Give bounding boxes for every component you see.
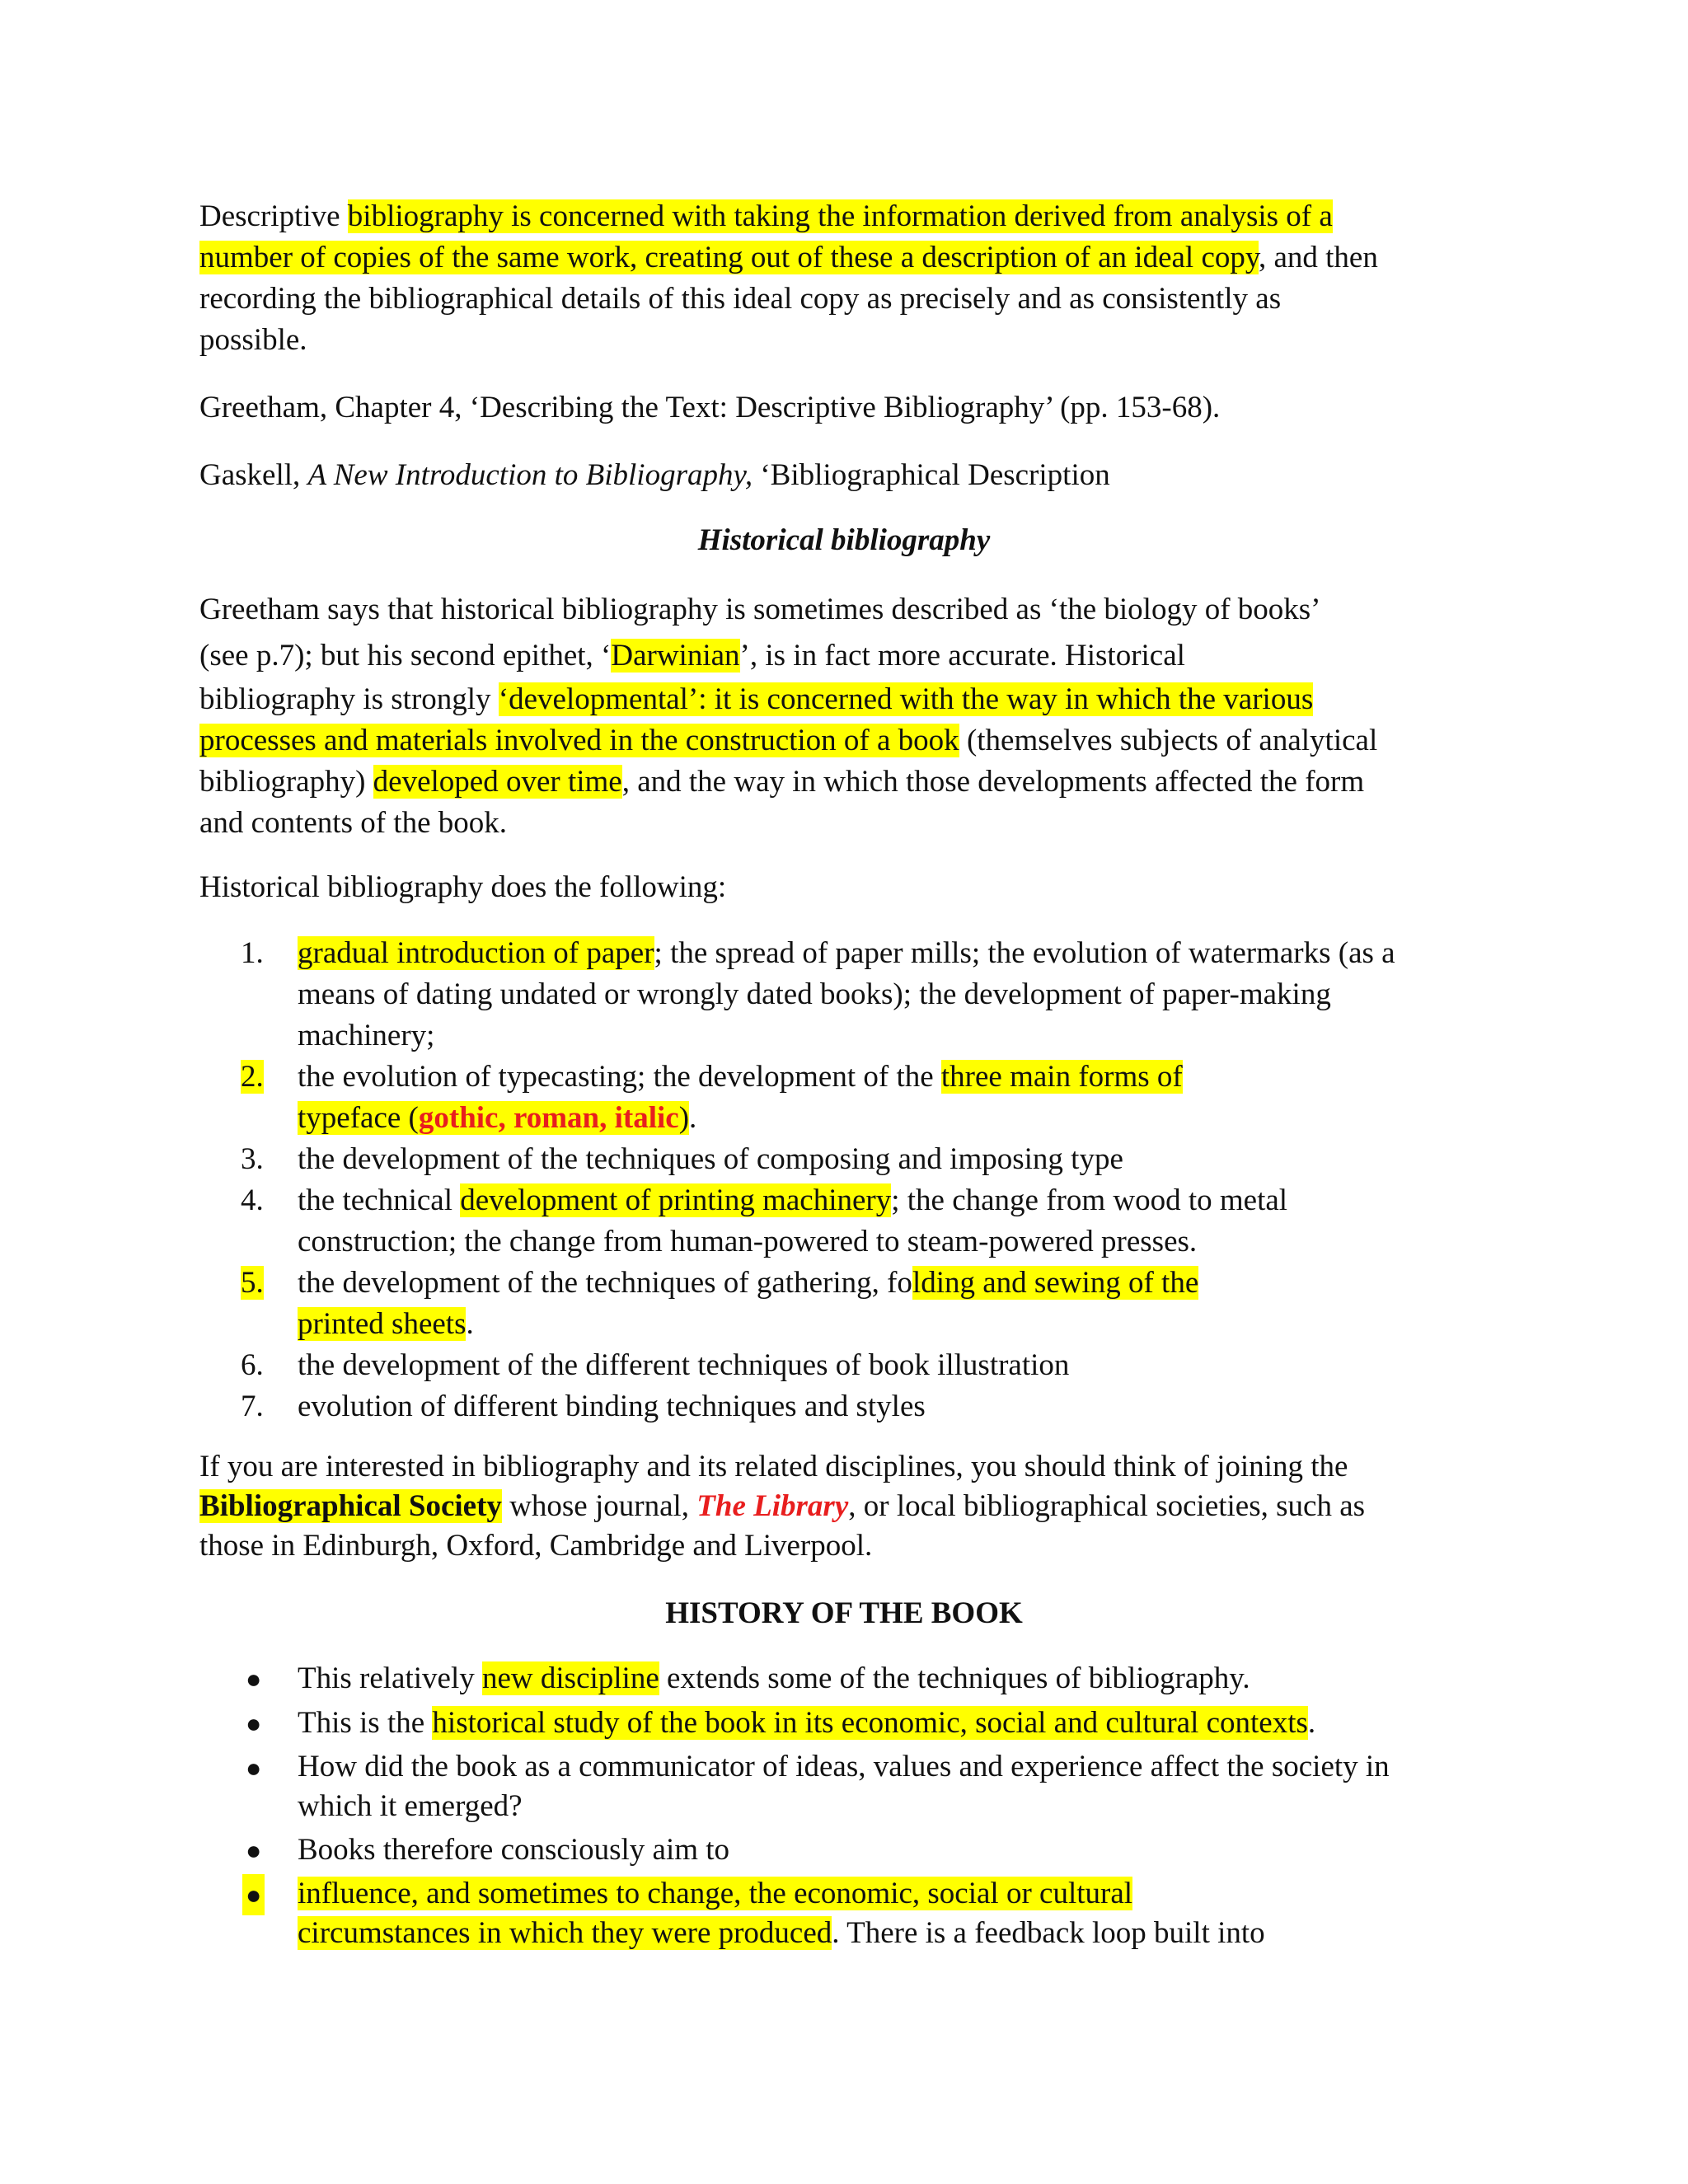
text-line: the development of the techniques of composing and imposing type <box>298 1142 1123 1176</box>
text-line: those in Edinburgh, Oxford, Cambridge and Liverpool. <box>199 1529 873 1563</box>
list-number: 1. <box>241 936 264 970</box>
text-run: . <box>689 1101 697 1135</box>
descriptive-bibliography-paragraph <box>199 196 1485 361</box>
highlighted-text: three main forms of <box>940 1060 1183 1094</box>
highlighted-text: developed over time <box>373 765 622 799</box>
text-run: Gaskell, <box>199 458 308 492</box>
text-run: This is the <box>298 1706 433 1740</box>
bullet-icon: ● <box>246 1753 262 1783</box>
text-line: means of dating undated or wrongly dated books); the development of paper-making <box>298 977 1331 1011</box>
reference-gaskell <box>199 455 1485 496</box>
list-item <box>241 1830 1526 1871</box>
highlighted-text: circumstances in which they were produced <box>298 1916 832 1950</box>
book-title: A New Introduction to Bibliography, <box>307 458 753 492</box>
text-line: evolution of different binding techniques and styles <box>298 1390 926 1423</box>
text-run: typeface ( <box>298 1101 419 1135</box>
heading-historical-bibliography: Historical bibliography <box>697 523 991 557</box>
text-line: construction; the change from human-powered to steam-powered presses. <box>298 1225 1198 1258</box>
list-number: 6. <box>241 1348 264 1382</box>
text-run: ; the spread of paper mills; the evolution of watermarks (as a <box>654 936 1395 970</box>
list-item <box>241 1263 1526 1345</box>
journal-title: The Library <box>696 1489 849 1523</box>
text-run: whose journal, <box>501 1489 697 1523</box>
list-item <box>241 1703 1526 1744</box>
society-name: Bibliographical Society <box>199 1489 502 1523</box>
text-run: ’, is in fact more accurate. Historical <box>739 639 1185 673</box>
highlighted-text: Darwinian <box>611 639 740 673</box>
bullet-icon: ● <box>246 1664 262 1694</box>
text-run: bibliography) <box>199 765 373 799</box>
text-run: ) <box>678 1101 690 1135</box>
text-line: which it emerged? <box>298 1789 523 1823</box>
text-run: , or local bibliographical societies, such as <box>848 1489 1366 1523</box>
text-line: If you are interested in bibliography and its related disciplines, you should think of joining the <box>199 1450 1348 1483</box>
highlighted-text: development of printing machinery <box>460 1183 892 1217</box>
historical-bibliography-paragraph <box>199 587 1485 844</box>
bullet-icon: ● <box>242 1874 265 1915</box>
list-number: 2. <box>241 1060 264 1094</box>
list-number: 4. <box>241 1183 264 1217</box>
text-line: Historical bibliography does the following: <box>199 870 727 904</box>
text-line: Greetham, Chapter 4, ‘Describing the Text: Descriptive Bibliography’ (pp. 153‑68). <box>199 391 1221 424</box>
text-line: machinery; <box>298 1019 435 1052</box>
text-run: the development of the techniques of gathering, fo <box>298 1266 912 1300</box>
text-run: ‘Bibliographical Description <box>753 458 1110 492</box>
text-run: (see p.7); but his second epithet, ‘ <box>199 639 612 673</box>
text-run: (themselves subjects of analytical <box>959 724 1378 757</box>
highlighted-text: bibliography is concerned with taking the information derived from analysis of a <box>347 199 1333 233</box>
reference-greetham <box>199 387 1485 429</box>
text-run: , and the way in which those developments affected the form <box>621 765 1365 799</box>
text-line: recording the bibliographical details of this ideal copy as precisely and as consistently as <box>199 282 1282 316</box>
list-item <box>241 1057 1526 1139</box>
typeface-names: gothic, roman, italic <box>418 1101 679 1135</box>
text-run: the technical <box>298 1183 461 1217</box>
highlighted-text: lding and sewing of the <box>912 1266 1199 1300</box>
text-line: possible. <box>199 323 307 357</box>
list-item <box>241 1345 1526 1386</box>
highlighted-text: historical study of the book in its economic, social and cultural contexts <box>432 1706 1308 1740</box>
list-item <box>241 1386 1526 1427</box>
bullet-list <box>241 1658 1526 1953</box>
highlighted-text: processes and materials involved in the construction of a book <box>199 724 959 757</box>
list-item <box>241 933 1526 1057</box>
list-item <box>241 1139 1526 1180</box>
bullet-icon: ● <box>246 1708 262 1738</box>
text-line: How did the book as a communicator of ideas, values and experience affect the society in <box>298 1750 1390 1783</box>
highlighted-text: ‘developmental’: it is concerned with the way in which the various <box>498 682 1314 716</box>
list-item <box>241 1658 1526 1699</box>
list-intro <box>199 867 1485 908</box>
text-run: ; the change from wood to metal <box>891 1183 1288 1217</box>
highlighted-text: new discipline <box>482 1661 659 1695</box>
text-run: the evolution of typecasting; the development of the <box>298 1060 941 1094</box>
list-item <box>241 1874 1526 1953</box>
highlighted-text: printed sheets <box>298 1307 467 1341</box>
text-run: This relatively <box>298 1661 482 1695</box>
text-line: the development of the different techniques of book illustration <box>298 1348 1070 1382</box>
text-run: bibliography is strongly <box>199 682 499 716</box>
list-item <box>241 1747 1526 1826</box>
society-paragraph <box>199 1447 1485 1566</box>
text-run: Descriptive <box>199 199 348 233</box>
text-run: . There is a feedback loop built into <box>832 1916 1265 1950</box>
text-run: , and then <box>1258 241 1378 274</box>
text-run: . <box>466 1307 474 1341</box>
text-run: . <box>1307 1706 1316 1740</box>
list-number: 7. <box>241 1390 264 1423</box>
text-run: extends some of the techniques of bibliography. <box>659 1661 1250 1695</box>
highlighted-text: influence, and sometimes to change, the economic, social or cultural <box>298 1877 1133 1910</box>
heading-history-of-the-book: HISTORY OF THE BOOK <box>665 1596 1023 1630</box>
bullet-icon: ● <box>246 1835 262 1865</box>
highlighted-text: number of copies of the same work, creating out of these a description of an ideal copy <box>199 241 1259 274</box>
text-line: Books therefore consciously aim to <box>298 1833 730 1867</box>
list-number: 5. <box>241 1266 264 1300</box>
list-item <box>241 1180 1526 1263</box>
list-number: 3. <box>241 1142 264 1176</box>
numbered-list <box>241 933 1526 1427</box>
highlighted-text: gradual introduction of paper <box>298 936 654 970</box>
text-line: Greetham says that historical bibliography is sometimes described as ‘the biology of books’ <box>199 593 1321 626</box>
text-line: and contents of the book. <box>199 806 507 840</box>
